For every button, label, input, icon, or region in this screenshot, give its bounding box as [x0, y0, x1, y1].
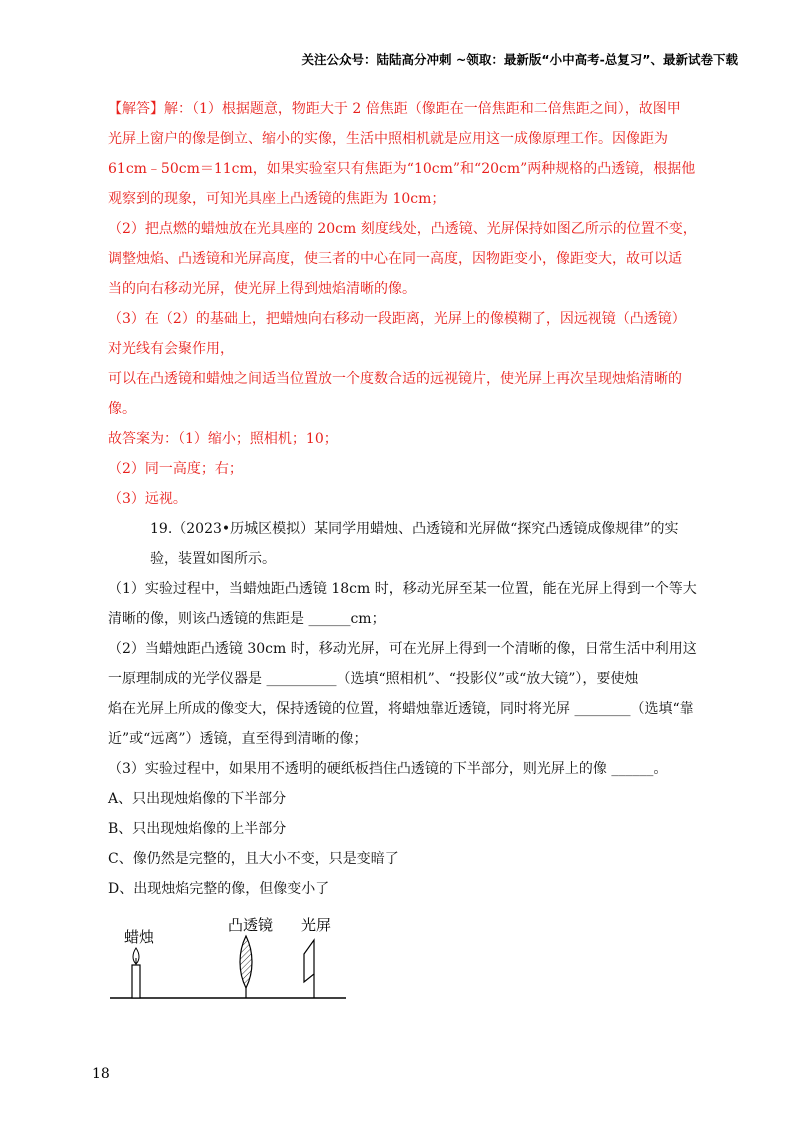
answer-line: 61cm﹣50cm＝11cm，如果实验室只有焦距为“10cm”和“20cm”两种规格的凸透镜，根据他 [108, 161, 696, 177]
question-line: （1）实验过程中，当蜡烛距凸透镜 18cm 时，移动光屏至某一位置，能在光屏上得到一个等大 [108, 581, 697, 597]
question-section [108, 514, 708, 904]
option-c: C、像仍然是完整的，且大小不变，只是变暗了 [108, 851, 399, 867]
candle-label: 蜡烛 [124, 928, 155, 946]
answer-line: 【解答】解：（1）根据题意，物距大于 2 倍焦距（像距在一倍焦距和二倍焦距之间），故图甲 [108, 101, 681, 117]
answer-line: （3）远视。 [108, 491, 187, 507]
question-line: 焰在光屏上所成的像变大，保持透镜的位置，将蜡烛靠近透镜，同时将光屏 ________（选填“靠 [108, 701, 694, 717]
option-b: B、只出现烛焰像的上半部分 [108, 821, 287, 837]
light-screen-icon [304, 940, 314, 998]
question-line: 一原理制成的光学仪器是 __________（选填“照相机”、“投影仪”或“放大镜”），要使烛 [108, 671, 639, 687]
answer-section [108, 94, 708, 514]
page-content [108, 94, 708, 904]
option-d: D、出现烛焰完整的像，但像变小了 [108, 881, 330, 897]
question-line: 近”或“远离”）透镜，直至得到清晰的像； [108, 731, 368, 747]
question-line: 清晰的像，则该凸透镜的焦距是 ______cm； [108, 611, 386, 627]
answer-line: 调整烛焰、凸透镜和光屏高度，使三者的中心在同一高度，因物距变小，像距变大，故可以适 [108, 251, 682, 267]
convex-lens-icon [240, 936, 252, 998]
answer-line: 光屏上窗户的像是倒立、缩小的实像，生活中照相机就是应用这一成像原理工作。因像距为 [108, 131, 668, 147]
page-header: 关注公众号：陆陆高分冲刺 ~领取：最新版“小中高考-总复习”、最新试卷下载 [301, 52, 738, 67]
answer-line: 可以在凸透镜和蜡烛之间适当位置放一个度数合适的远视镜片，使光屏上再次呈现烛焰清晰的 [108, 371, 682, 387]
optics-bench-diagram [108, 910, 358, 1010]
screen-label: 光屏 [301, 916, 332, 934]
answer-line: （3）在（2）的基础上，把蜡烛向右移动一段距离，光屏上的像模糊了，因远视镜（凸透镜） [108, 311, 686, 327]
answer-line: 当的向右移动光屏，使光屏上得到烛焰清晰的像。 [108, 281, 416, 297]
page-number: 18 [92, 1066, 110, 1082]
option-a: A、只出现烛焰像的下半部分 [108, 791, 287, 807]
answer-line: （2）把点燃的蜡烛放在光具座的 20cm 刻度线处，凸透镜、光屏保持如图乙所示的位置不变， [108, 221, 697, 237]
lens-label: 凸透镜 [228, 916, 274, 934]
question-line: （2）当蜡烛距凸透镜 30cm 时，移动光屏，可在光屏上得到一个清晰的像，日常生活中利用这 [108, 641, 697, 657]
answer-line: 对光线有会聚作用， [108, 341, 234, 357]
answer-line: （2）同一高度；右； [108, 461, 243, 477]
question-line: （3）实验过程中，如果用不透明的硬纸板挡住凸透镜的下半部分，则光屏上的像 ______。 [108, 761, 668, 777]
candle-icon [132, 948, 140, 998]
answer-line: 观察到的现象，可知光具座上凸透镜的焦距为 10cm； [108, 191, 446, 207]
answer-line: 像。 [108, 401, 136, 417]
experiment-figure [108, 910, 358, 1010]
question-title: 验，装置如图所示。 [150, 551, 276, 567]
answer-line: 故答案为：（1）缩小；照相机；10； [108, 431, 338, 447]
question-title: 19.（2023•历城区模拟）某同学用蜡烛、凸透镜和光屏做“探究凸透镜成像规律”的实 [150, 521, 679, 537]
